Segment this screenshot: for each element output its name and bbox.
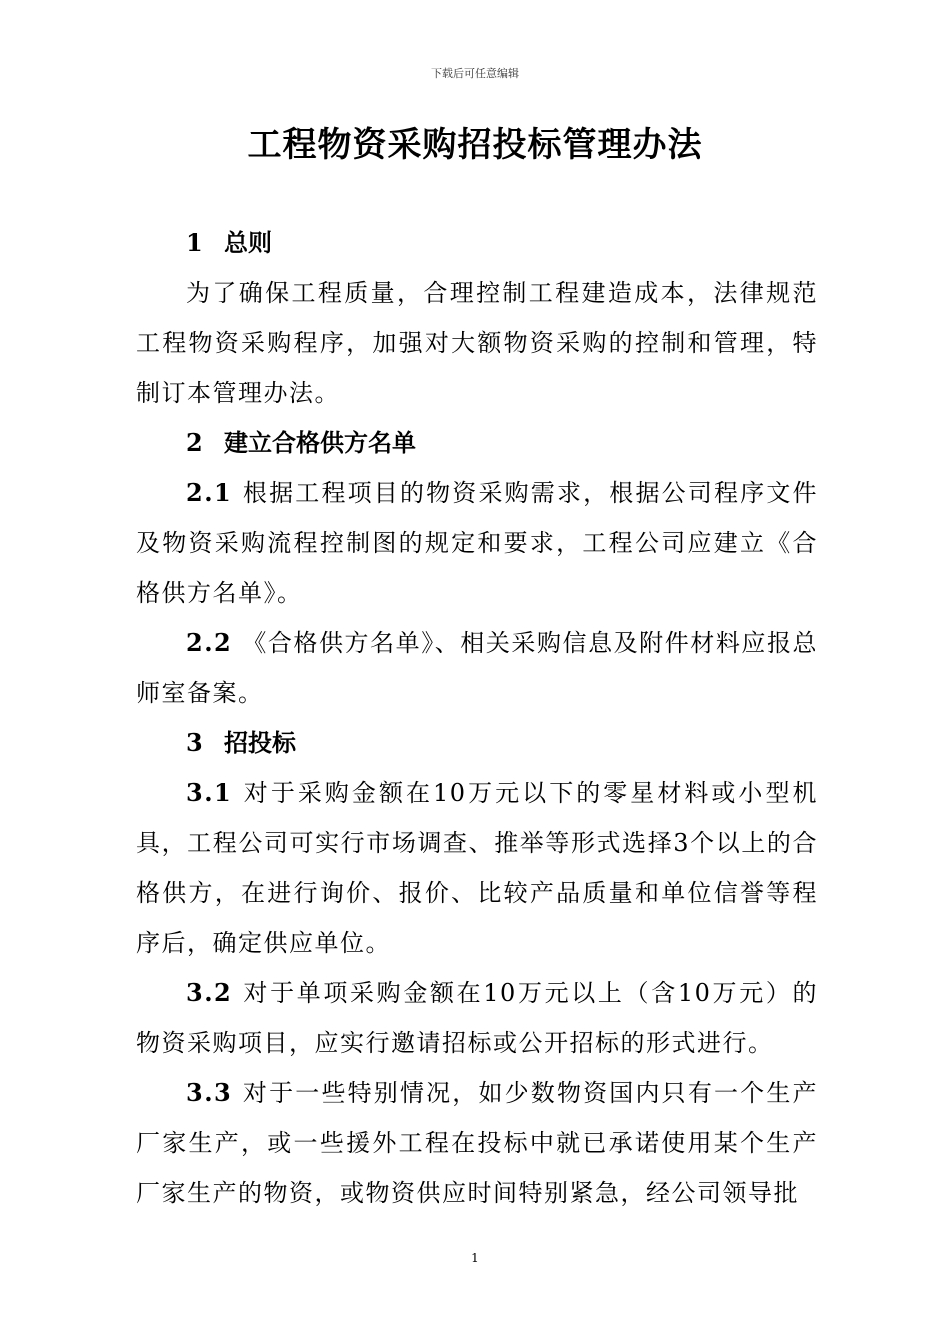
paragraph-text: 对于单项采购金额在10万元以上（含10万元）的物资采购项目，应实行邀请招标或公开招标的形式进行。 xyxy=(136,979,818,1057)
paragraph-text: 对于一些特别情况，如少数物资国内只有一个生产厂家生产，或一些援外工程在投标中就已承诺使用某个生产厂家生产的物资，或物资供应时间特别紧急，经公司领导批 xyxy=(136,1079,818,1207)
clause-number: 3.2 xyxy=(186,978,233,1007)
clause-number: 3.3 xyxy=(186,1078,233,1107)
paragraph-3-3 xyxy=(136,1068,818,1218)
section-heading-2 xyxy=(136,418,818,468)
section-title: 招投标 xyxy=(224,728,296,757)
document-body xyxy=(136,218,818,1218)
section-number: 1 xyxy=(186,228,203,257)
paragraph-2-1 xyxy=(136,468,818,618)
section-heading-3 xyxy=(136,718,818,768)
section-title: 总则 xyxy=(224,228,272,257)
paragraph-1 xyxy=(136,268,818,418)
paragraph-3-1 xyxy=(136,768,818,968)
section-number: 3 xyxy=(186,728,203,757)
clause-number: 2.2 xyxy=(186,628,233,657)
document-title: 工程物资采购招投标管理办法 xyxy=(247,125,703,165)
paragraph-text: 为了确保工程质量，合理控制工程建造成本，法律规范工程物资采购程序，加强对大额物资采购的控制和管理，特制订本管理办法。 xyxy=(136,279,818,407)
paragraph-text: 《合格供方名单》、相关采购信息及附件材料应报总师室备案。 xyxy=(136,629,818,707)
section-heading-1 xyxy=(136,218,818,268)
clause-number: 2.1 xyxy=(186,478,233,507)
clause-number: 3.1 xyxy=(186,778,233,807)
header-note: 下载后可任意编辑 xyxy=(431,67,519,80)
section-number: 2 xyxy=(186,428,203,457)
page-number: 1 xyxy=(471,1251,479,1265)
paragraph-text: 对于采购金额在10万元以下的零星材料或小型机具，工程公司可实行市场调查、推举等形式选择3个以上的合格供方，在进行询价、报价、比较产品质量和单位信誉等程序后，确定供应单位。 xyxy=(136,779,818,957)
section-title: 建立合格供方名单 xyxy=(224,428,416,457)
paragraph-3-2 xyxy=(136,968,818,1068)
paragraph-2-2 xyxy=(136,618,818,718)
paragraph-text: 根据工程项目的物资采购需求，根据公司程序文件及物资采购流程控制图的规定和要求，工程公司应建立《合格供方名单》。 xyxy=(136,479,818,607)
